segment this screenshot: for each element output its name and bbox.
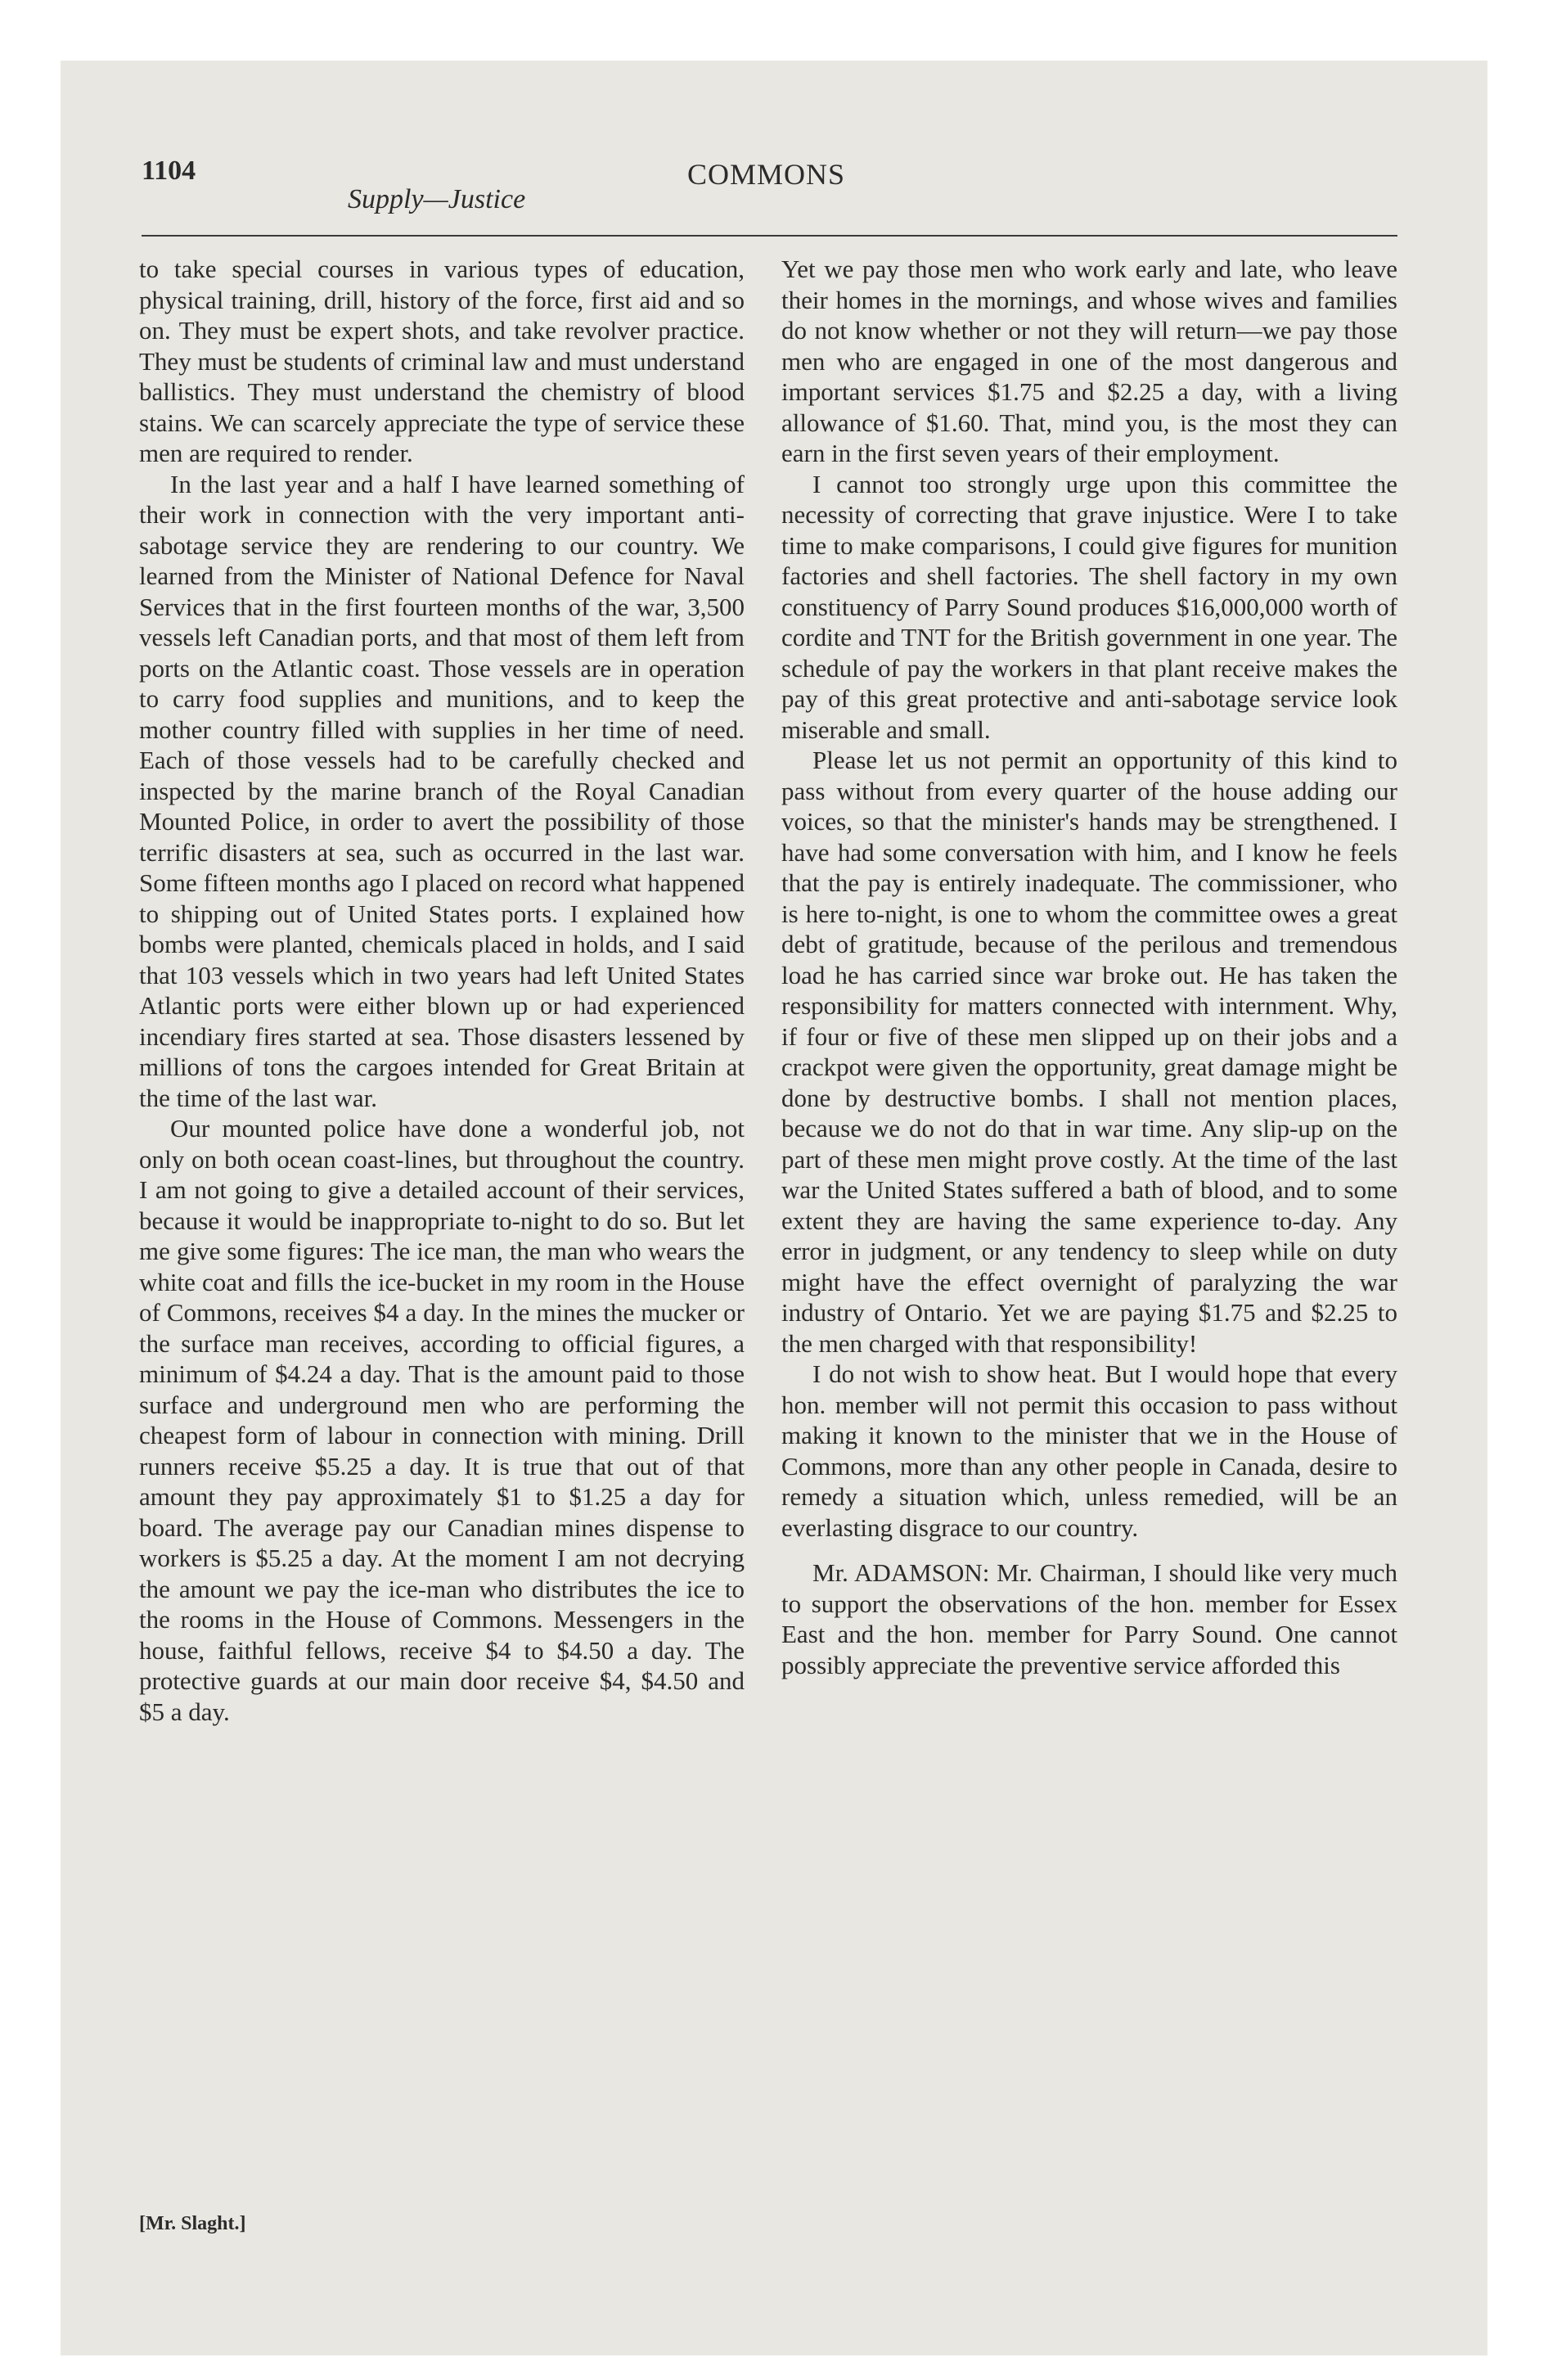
right-column <box>781 254 1397 1680</box>
page-title: COMMONS <box>687 158 846 191</box>
paragraph: Our mounted police have done a wonderful job, not only on both ocean coast-lines, but throughout the country. I am not going to give a detailed account of their services, because it would be inappropriate to-night to do so. But let me give some figures: The ice man, the man who wears the white coat and fills the ice-bucket in my room in the House of Commons, receives $4 a day. In the mines the mucker or the surface man receives, according to official figures, a minimum of $4.24 a day. That is the amount paid to those surface and underground men who are performing the cheapest form of labour in connection with mining. Drill runners receive $5.25 a day. It is true that out of that amount they pay approximately $1 to $1.25 a day for board. The average pay our Canadian mines dispense to workers is $5.25 a day. At the moment I am not decrying the amount we pay the ice-man who distributes the ice to the rooms in the House of Commons. Messengers in the house, faithful fellows, receive $4 to $4.50 a day. The protective guards at our main door receive $4, $4.50 and $5 a day. <box>139 1114 745 1726</box>
paragraph: In the last year and a half I have learned something of their work in connection with the very important anti-sabotage service they are rendering to our country. We learned from the Minister of National Defence for Naval Services that in the first fourteen months of the war, 3,500 vessels left Canadian ports, and that most of them left from ports on the Atlantic coast. Those vessels are in operation to carry food supplies and munitions, and to keep the mother country filled with supplies in her time of need. Each of those vessels had to be carefully checked and inspected by the marine branch of the Royal Canadian Mounted Police, in order to avert the possibility of those terrific disasters at sea, such as occurred in the last war. Some fifteen months ago I placed on record what happened to shipping out of United States ports. I explained how bombs were planted, chemicals placed in holds, and I said that 103 vessels which in two years had left United States Atlantic ports were either blown up or had experienced incendiary fires started at sea. Those disasters lessened by millions of tons the cargoes intended for Great Britain at the time of the last war. <box>139 469 745 1112</box>
paragraph: I do not wish to show heat. But I would hope that every hon. member will not permit this occasion to pass without making it known to the minister that we in the House of Commons, more than any other people in Canada, desire to remedy a situation which, unless remedied, will be an everlasting disgrace to our country. <box>781 1359 1397 1542</box>
paragraph: Please let us not permit an opportunity of this kind to pass without from every quarter of the house adding our voices, so that the minister's hands may be strengthened. I have had some conversation with him, and I know he feels that the pay is entirely inadequate. The commissioner, who is here to-night, is one to whom the committee owes a great debt of gratitude, because of the perilous and tremendous load he has carried since war broke out. He has taken the responsibility for matters connected with internment. Why, if four or five of these men slipped up on their jobs and a crackpot were given the opportunity, great damage might be done by destructive bombs. I shall not mention places, because we do not do that in war time. Any slip-up on the part of these men might prove costly. At the time of the last war the United States suffered a bath of blood, and to some extent they are having the same experience to-day. Any error in judgment, or any tendency to sleep while on duty might have the effect overnight of paralyzing the war industry of Ontario. Yet we are paying $1.75 and $2.25 to the men charged with that responsibility! <box>781 746 1397 1358</box>
left-column <box>139 254 745 1727</box>
paragraph: to take special courses in various types of education, physical training, drill, history of the force, first aid and so on. They must be expert shots, and take revolver practice. They must be students of criminal law and must understand ballistics. They must understand the chemistry of blood stains. We can scarcely appreciate the type of service these men are required to render. <box>139 255 745 467</box>
speaker-attribution: [Mr. Slaght.] <box>139 2213 246 2234</box>
paragraph: I cannot too strongly urge upon this committee the necessity of correcting that grave injustice. Were I to take time to make comparisons, I could give figures for munition factories and shell factories. The shell factory in my own constituency of Parry Sound produces $16,000,000 worth of cordite and TNT for the British government in one year. The schedule of pay the workers in that plant receive makes the pay of this great protective and anti-sabotage service look miserable and small. <box>781 469 1397 744</box>
header-rule <box>142 235 1397 237</box>
page-number: 1104 <box>142 156 196 186</box>
paragraph: Yet we pay those men who work early and late, who leave their homes in the mornings, and whose wives and families do not know whether or not they will return—we pay those men who are engaged in one of the most dangerous and important services $1.75 and $2.25 a day, with a living allowance of $1.60. That, mind you, is the most they can earn in the first seven years of their employment. <box>781 255 1397 467</box>
section-subtitle: Supply—Justice <box>348 184 526 214</box>
paragraph: Mr. ADAMSON: Mr. Chairman, I should like very much to support the observations of the hon. member for Essex East and the hon. member for Parry Sound. One cannot possibly appreciate the preventive service afforded this <box>781 1558 1397 1679</box>
